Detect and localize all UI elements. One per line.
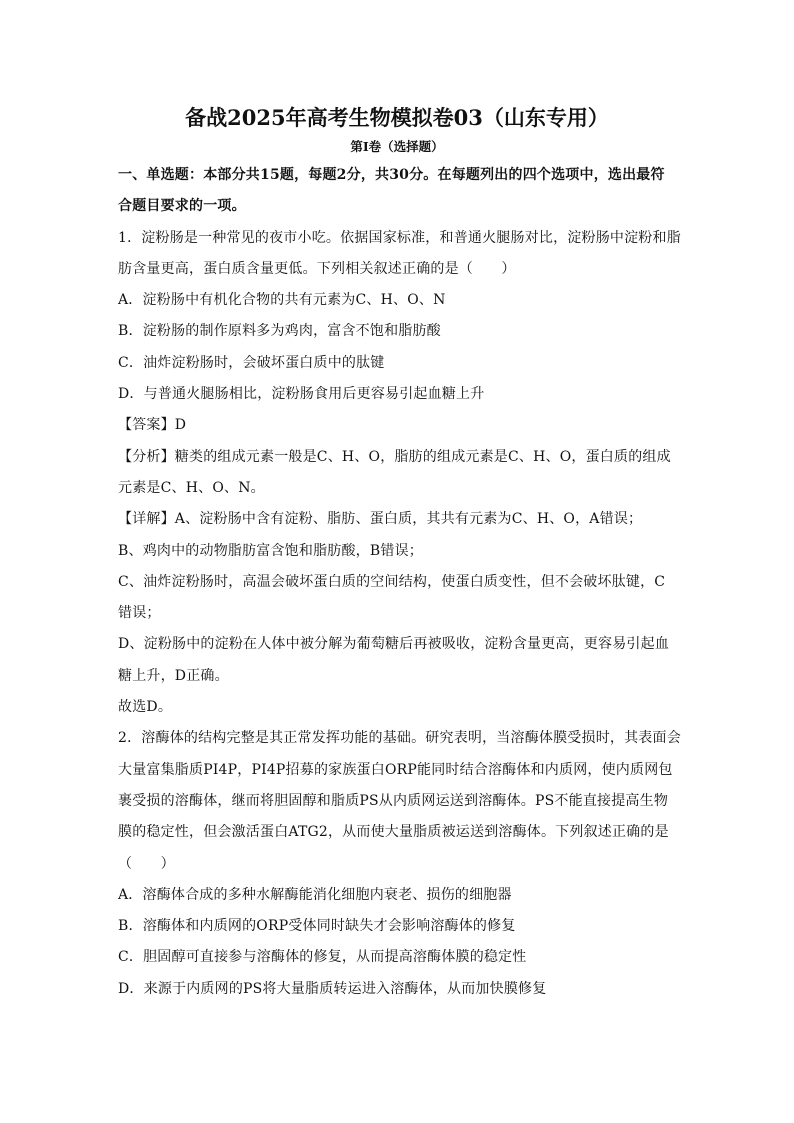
- detail-line: 【详解】A、淀粉肠中含有淀粉、脂肪、蛋白质，其共有元素为C、H、O，A错误；: [118, 511, 643, 528]
- option-d: D．来源于内质网的PS将大量脂质转运进入溶酶体，从而加快膜修复: [118, 980, 547, 997]
- detail-line: 故选D。: [118, 699, 173, 716]
- section-header-line: 一、单选题：本部分共15题，每题2分，共30分。在每题列出的四个选项中，选出最符: [118, 167, 665, 183]
- detail-line: 错误；: [118, 605, 161, 622]
- section-header: [118, 160, 676, 223]
- option-c: C．胆固醇可直接参与溶酶体的修复，从而提高溶酶体膜的稳定性: [118, 949, 527, 966]
- answer-line: 【答案】D: [118, 417, 187, 434]
- option-c: C．油炸淀粉肠时，会破坏蛋白质中的肽键: [118, 354, 385, 371]
- question-stem-line: 2．溶酶体的结构完整是其正常发挥功能的基础。研究表明，当溶酶体膜受损时，其表面会: [118, 730, 681, 747]
- question-2: [118, 723, 681, 1005]
- detail-line: D、淀粉肠中的淀粉在人体中被分解为葡萄糖后再被吸收，淀粉含量更高，更容易引起血: [118, 636, 670, 653]
- page-title: 备战2025年高考生物模拟卷03（山东专用）: [185, 105, 609, 130]
- option-b: B．淀粉肠的制作原料多为鸡肉，富含不饱和脂肪酸: [118, 323, 441, 340]
- question-stem-line: 膜的稳定性，但会激活蛋白ATG2，从而使大量脂质被运送到溶酶体。下列叙述正确的是: [118, 824, 669, 841]
- analysis-line: 【分析】糖类的组成元素一般是C、H、O，脂肪的组成元素是C、H、O，蛋白质的组成: [118, 448, 671, 465]
- question-stem-line: 1．淀粉肠是一种常见的夜市小吃。依据国家标准，和普通火腿肠对比，淀粉肠中淀粉和脂: [118, 229, 681, 246]
- question-stem-line: （ ）: [118, 855, 175, 872]
- detail-line: C、油炸淀粉肠时，高温会破坏蛋白质的空间结构，使蛋白质变性，但不会破坏肽键，C: [118, 573, 666, 590]
- document-page: [118, 100, 681, 1005]
- detail-line: B、鸡肉中的动物脂肪富含饱和脂肪酸，B错误；: [118, 542, 423, 559]
- option-d: D．与普通火腿肠相比，淀粉肠食用后更容易引起血糖上升: [118, 386, 485, 403]
- option-b: B．溶酶体和内质网的ORP受体同时缺失才会影响溶酶体的修复: [118, 918, 516, 935]
- analysis-line: 元素是C、H、O、N。: [118, 479, 265, 496]
- question-stem-line: 裹受损的溶酶体，继而将胆固醇和脂质PS从内质网运送到溶酶体。PS不能直接提高生物: [118, 792, 669, 809]
- option-a: A．淀粉肠中有机化合物的共有元素为C、H、O、N: [118, 292, 446, 309]
- detail-line: 糖上升，D正确。: [118, 667, 229, 684]
- question-stem-line: 大量富集脂质PI4P，PI4P招募的家族蛋白ORP能同时结合溶酶体和内质网，使内质网包: [118, 761, 673, 778]
- section-header-line: 合题目要求的一项。: [118, 198, 246, 215]
- question-stem-line: 肪含量更高，蛋白质含量更低。下列相关叙述正确的是（ ）: [118, 260, 516, 277]
- page-subtitle: 第I卷（选择题）: [350, 139, 444, 154]
- option-a: A．溶酶体合成的多种水解酶能消化细胞内衰老、损伤的细胞器: [118, 886, 512, 903]
- question-1: [118, 223, 681, 724]
